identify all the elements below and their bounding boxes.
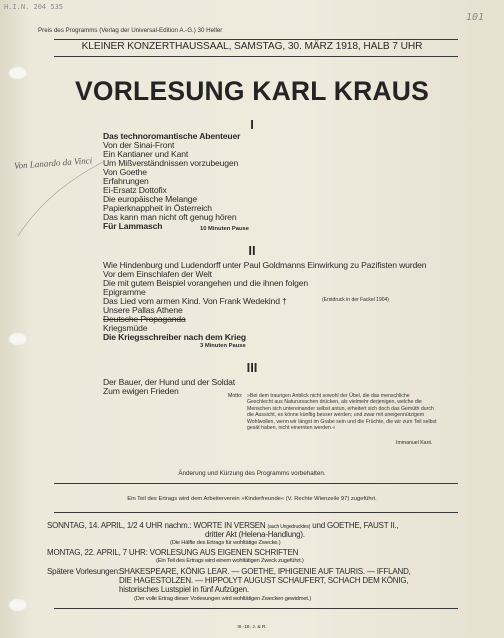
part2-item: Unsere Pallas Athene xyxy=(103,305,183,315)
part1-item: Das kann man nicht oft genug hören xyxy=(103,212,237,222)
part1-item: Für Lammasch xyxy=(103,221,163,231)
page-number: 101 xyxy=(466,12,485,23)
future-line2-note: (Ein Teil des Ertrags wird einem wohltätigen Zweck zugeführt.) xyxy=(156,558,304,564)
motto-author: Immanuel Kant. xyxy=(396,440,433,446)
part2-item: Kriegsmüde xyxy=(103,323,148,333)
handwritten-note: Von Lanardo da Vinci xyxy=(13,155,93,171)
venue-rule xyxy=(54,56,458,57)
venue-line: KLEINER KONZERTHAUSSAAL, SAMSTAG, 30. MÄRZ 1918, HALB 7 UHR xyxy=(81,41,423,52)
printer-mark: III.-18. J. & R. xyxy=(237,625,267,630)
part1-pause: 10 Minuten Pause xyxy=(200,226,249,232)
part2-item: Die mit gutem Beispiel vorangehen und die ihnen folgen xyxy=(103,278,308,288)
future-line3-label: Spätere Vorlesungen: xyxy=(47,567,120,576)
part3-numeral: III xyxy=(246,360,258,375)
future-line1 xyxy=(47,521,398,530)
part2-item: Vor dem Einschlafen der Welt xyxy=(103,269,212,279)
part2-item: Die Kriegsschreiber nach dem Krieg xyxy=(103,332,246,342)
part2-item-struck: Deutsche Propaganda xyxy=(103,314,186,324)
future-line1-end: und GOETHE, FAUST II., xyxy=(312,521,399,530)
part2-numeral: II xyxy=(248,243,256,258)
bottom-rule xyxy=(54,608,458,609)
proceeds-note: Ein Teil des Ertrags wird dem Arbeiterverein »Kinderfreunde« (V. Rechte Wienzeile 97) zugeführt. xyxy=(127,496,377,502)
punch-hole-bottom xyxy=(8,598,28,612)
part2-pause: 3 Minuten Pause xyxy=(200,343,246,349)
part1-item: Das technoromantische Abenteuer xyxy=(103,131,241,141)
motto-text: »Bei dem traurigen Anblick nicht sowohl der Übel, die das menschliche Geschlecht aus Naturursachen drücken, als vielmehr derjenigen, welche die Menschen sich untereinander selbst antun, erheitert sich doch das Gemüth durch die Aussicht, es könne künftig besser werden; und zwar mit uneigennützigem Wohlwollen, wenn wir längst im Grabe sein und die Früchte, die wir zum Teil selbst gesät haben, nicht einernten werden.« xyxy=(247,393,437,432)
part1-item: Um Mißverständnissen vorzubeugen xyxy=(103,158,239,168)
part3-item: Zum ewigen Frieden xyxy=(103,386,179,396)
future-line1-main: SONNTAG, 14. APRIL, 1/2 4 UHR nachm.: WORTE IN VERSEN xyxy=(47,521,266,530)
part1-item: Ei-Ersatz Dottofix xyxy=(103,185,167,195)
punch-hole-middle xyxy=(8,332,28,346)
future-line2: MONTAG, 22. APRIL, 7 UHR: VORLESUNG AUS EIGENEN SCHRIFTEN xyxy=(47,548,299,557)
future-line1-small: (auch Ungedrucktes) xyxy=(267,524,311,530)
future-line1-cont: dritter Akt (Helena-Handlung). xyxy=(205,530,305,539)
handwritten-line xyxy=(8,160,108,240)
part1-item: Von der Sinai-Front xyxy=(103,140,175,150)
part2-item: Das Lied vom armen Kind. Von Frank Wedekind † xyxy=(103,296,287,306)
middle-rule-bottom xyxy=(54,512,458,513)
program-change-note: Änderung und Kürzung des Programms vorbehalten. xyxy=(178,470,326,477)
wedekind-note: (Erstdruck in der Fackel 1904) xyxy=(322,297,389,303)
archive-mark: H.I.N. 204 535 xyxy=(4,3,64,11)
future-line3: historisches Lustspiel in fünf Aufzügen. xyxy=(119,585,249,594)
page-title: VORLESUNG KARL KRAUS xyxy=(75,76,429,106)
part2-item: Wie Hindenburg und Ludendorff unter Paul Goldmanns Einwirkung zu Pazifisten wurden xyxy=(103,260,427,270)
part1-item: Papierknappheit in Österreich xyxy=(103,203,212,213)
price-line: Preis des Programms (Verlag der Universal-Edition A.-G.) 30 Heller xyxy=(38,27,223,34)
part2-item: Epigramme xyxy=(103,287,146,297)
future-line3-note: (Der volle Ertrag dieser Vorlesungen wird wohltätigen Zwecken gewidmet.) xyxy=(134,596,311,602)
part1-numeral: I xyxy=(250,117,254,132)
future-line3: SHAKESPEARE, KÖNIG LEAR. — GOETHE, IPHIGENIE AUF TAURIS. — IFFLAND, xyxy=(119,567,411,576)
part1-item: Erfahrungen xyxy=(103,176,149,186)
future-line1-note: (Die Hälfte des Ertrags für wohltätige Zwecke.) xyxy=(170,540,281,546)
middle-rule-top xyxy=(54,483,458,484)
future-line3: DIE HAGESTOLZEN. — HIPPOLYT AUGUST SCHAUFERT, SCHACH DEM KÖNIG, xyxy=(119,576,409,585)
part1-item: Ein Kantianer und Kant xyxy=(103,149,189,159)
part3-item: Der Bauer, der Hund und der Soldat xyxy=(103,377,236,387)
part1-item: Von Goethe xyxy=(103,167,147,177)
part1-item: Die europäische Melange xyxy=(103,194,198,204)
top-rule xyxy=(54,39,458,40)
motto-label: Motto: xyxy=(228,393,243,399)
